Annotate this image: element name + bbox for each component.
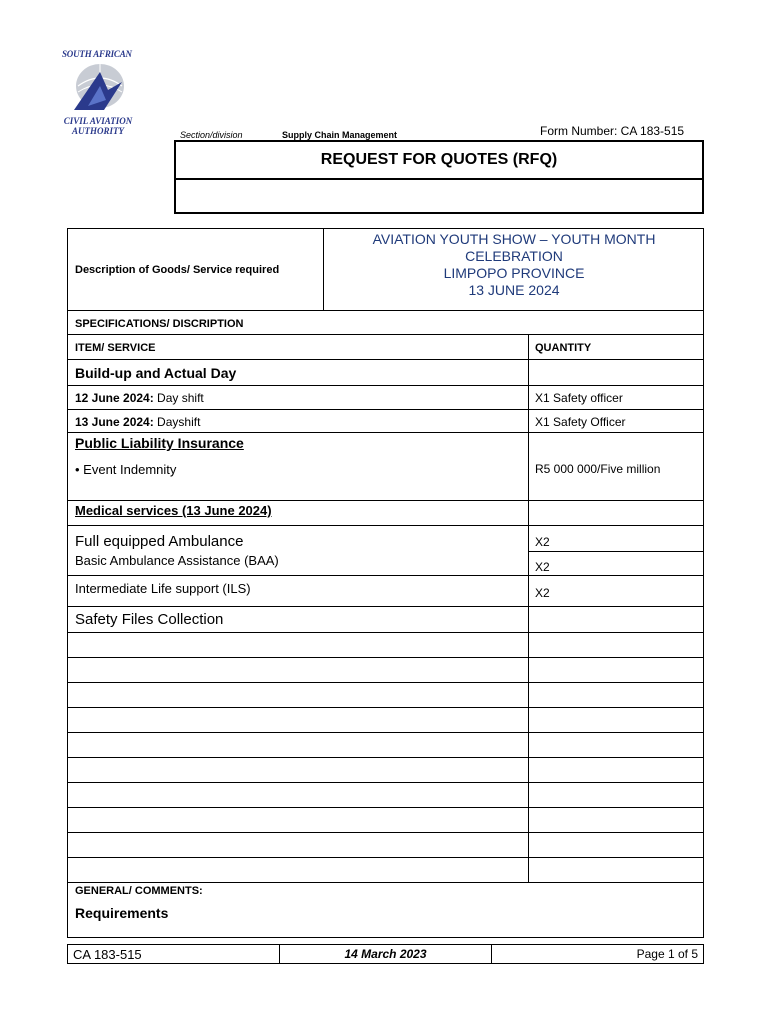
insurance-item: • Event Indemnity <box>75 462 177 477</box>
divider <box>68 310 703 311</box>
table-row <box>68 682 703 683</box>
section-division-value: Supply Chain Management <box>282 130 398 140</box>
divider <box>68 409 703 410</box>
table-row <box>68 657 703 658</box>
table-row <box>68 807 703 808</box>
footer-date: 14 March 2023 <box>344 947 427 961</box>
divider <box>68 385 703 386</box>
caa-logo-icon <box>64 60 134 116</box>
baa-item: Basic Ambulance Assistance (BAA) <box>75 553 279 568</box>
ambulance-qty: X2 <box>535 535 550 549</box>
table-row <box>68 832 703 833</box>
divider <box>68 334 703 335</box>
form-number: Form Number: CA 183-515 <box>540 124 685 138</box>
table-row <box>68 857 703 858</box>
logo-line-1: CIVIL AVIATION <box>63 116 133 126</box>
page-title: REQUEST FOR QUOTES (RFQ) <box>176 142 702 180</box>
footer <box>67 944 704 964</box>
divider <box>528 551 703 552</box>
ils-qty: X2 <box>535 586 550 600</box>
ambulance-heading: Full equipped Ambulance <box>75 533 244 550</box>
item-service-header: ITEM/ SERVICE <box>75 342 156 354</box>
logo-line-2: AUTHORITY <box>71 126 124 136</box>
table-row <box>68 732 703 733</box>
description-line: 13 JUNE 2024 <box>468 282 560 298</box>
description-line: CELEBRATION <box>465 248 563 264</box>
description-label: Description of Goods/ Service required <box>75 264 280 276</box>
section-division-label: Section/division <box>180 130 243 140</box>
row-dayshift-12 <box>75 391 204 405</box>
row-dayshift-13 <box>75 415 200 429</box>
requirements-heading: Requirements <box>75 905 169 921</box>
baa-qty: X2 <box>535 560 550 574</box>
rfq-table <box>67 228 704 938</box>
description-line: LIMPOPO PROVINCE <box>443 265 585 281</box>
divider <box>528 334 529 882</box>
logo-bottom-text <box>62 116 134 136</box>
medical-heading: Medical services (13 June 2024) <box>75 503 272 518</box>
row-qty: X1 Safety Officer <box>535 415 626 429</box>
quantity-header: QUANTITY <box>535 342 592 354</box>
table-row <box>68 757 703 758</box>
divider <box>68 525 703 526</box>
insurance-qty: R5 000 000/Five million <box>535 462 661 476</box>
divider <box>68 606 703 607</box>
table-row <box>68 707 703 708</box>
description-value <box>324 231 704 299</box>
safety-files-item: Safety Files Collection <box>75 611 224 628</box>
row-date: 13 June 2024: <box>75 415 154 429</box>
description-line: AVIATION YOUTH SHOW – YOUTH MONTH <box>372 231 656 247</box>
row-text: Day shift <box>153 391 204 405</box>
table-row <box>68 782 703 783</box>
logo-top-text: SOUTH AFRICAN <box>62 49 132 59</box>
specifications-heading: SPECIFICATIONS/ DISCRIPTION <box>75 318 244 330</box>
buildup-heading: Build-up and Actual Day <box>75 365 237 381</box>
divider <box>68 432 703 433</box>
general-comments-label: GENERAL/ COMMENTS: <box>75 885 203 897</box>
insurance-heading: Public Liability Insurance <box>75 435 244 451</box>
table-row <box>68 882 703 883</box>
footer-page-number: Page 1 of 5 <box>636 947 698 961</box>
footer-form-code: CA 183-515 <box>73 947 142 962</box>
divider <box>68 500 703 501</box>
title-box <box>174 140 704 214</box>
row-text: Dayshift <box>153 415 201 429</box>
row-date: 12 June 2024: <box>75 391 154 405</box>
divider <box>68 575 703 576</box>
divider <box>68 359 703 360</box>
row-qty: X1 Safety officer <box>535 391 623 405</box>
ils-item: Intermediate Life support (ILS) <box>75 581 251 596</box>
divider <box>68 632 703 633</box>
